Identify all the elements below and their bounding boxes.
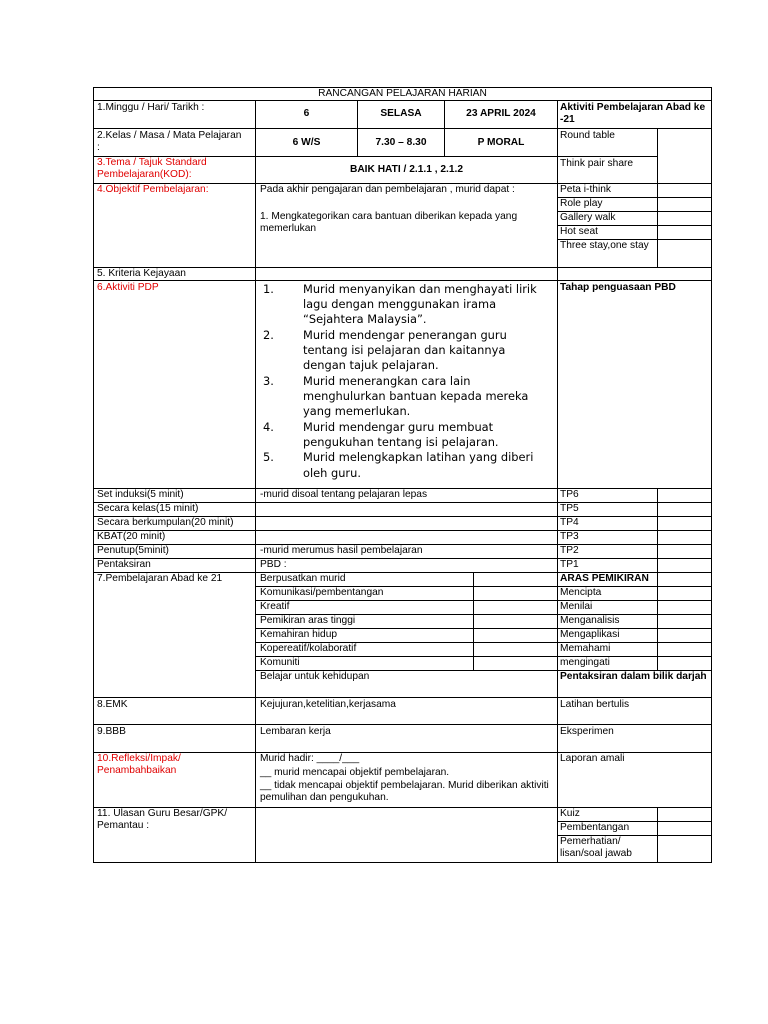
kriteria-label: 5. Kriteria Kejayaan	[97, 268, 186, 279]
table-border-right	[711, 87, 712, 863]
col-line	[657, 807, 658, 863]
col-line	[557, 100, 558, 863]
minggu-label: 1.Minggu / Hari/ Tarikh :	[97, 102, 205, 113]
col-line	[657, 572, 658, 670]
row-line	[93, 100, 712, 101]
pentaksiran-item: Eksperimen	[560, 726, 614, 737]
tema-value: BAIK HATI / 2.1.1 , 2.1.2	[349, 164, 464, 175]
objektif-label: 4.Objektif Pembelajaran:	[97, 184, 209, 195]
abad21-item: Role play	[560, 198, 603, 209]
objektif-intro: Pada akhir pengajaran dan pembelajaran , murid dapat :	[260, 184, 515, 195]
row-line	[93, 724, 712, 725]
list-item: 1. Murid menyanyikan dan menghayati lirik lagu dengan menggunakan irama “Sejahtera Malaysia”.	[263, 282, 537, 327]
refleksi-line: __ murid mencapai objektif pembelajaran.	[260, 767, 450, 778]
pembelajaran21-item: Kreatif	[260, 601, 290, 612]
kelas-label: 2.Kelas / Masa / Mata Pelajaran :	[97, 130, 242, 153]
tarikh-value: 23 APRIL 2024	[466, 108, 536, 119]
pentaksiran-item: Pemerhatian/ lisan/soal jawab	[560, 836, 632, 859]
pembelajaran21-label: 7.Pembelajaran Abad ke 21	[97, 573, 223, 584]
aras-item: Mencipta	[560, 587, 602, 598]
subjek-value: P MORAL	[477, 137, 525, 148]
tp-level: TP4	[560, 517, 579, 528]
aras-item: Menganalisis	[560, 615, 620, 626]
row-line	[93, 530, 712, 531]
ulasan-label: 11. Ulasan Guru Besar/GPK/ Pemantau :	[97, 808, 228, 831]
pembelajaran21-item: Belajar untuk kehidupan	[260, 671, 370, 682]
row-line	[93, 280, 712, 281]
aras-header: ARAS PEMIKIRAN	[560, 573, 649, 584]
pembelajaran21-item: Komunikasi/pembentangan	[260, 587, 384, 598]
langkah-label: Secara berkumpulan(20 minit)	[97, 517, 234, 528]
bbb-value: Lembaran kerja	[260, 726, 331, 737]
refleksi-label: 10.Refleksi/Impak/ Penambahbaikan	[97, 753, 181, 776]
tema-label: 3.Tema / Tajuk Standard Pembelajaran(KOD):	[97, 157, 207, 180]
aras-item: mengingati	[560, 657, 610, 668]
langkah-label: Set induksi(5 minit)	[97, 489, 184, 500]
refleksi-line: __ tidak mencapai objektif pembelajaran. Murid diberikan aktiviti pemulihan dan pengukuhan.	[260, 780, 549, 803]
abad21-header: Aktiviti Pembelajaran Abad ke -21	[560, 102, 706, 125]
abad21-item: Peta i-think	[560, 184, 611, 195]
row-line	[93, 558, 712, 559]
langkah-value: PBD :	[260, 559, 287, 570]
abad21-item: Three stay,one stay	[560, 240, 649, 251]
langkah-value: -murid disoal tentang pelajaran lepas	[260, 489, 428, 500]
pembelajaran21-item: Kemahiran hidup	[260, 629, 338, 640]
abad21-item: Think pair share	[560, 158, 634, 169]
langkah-label: KBAT(20 minit)	[97, 531, 166, 542]
pentaksiran-item: Pembentangan	[560, 822, 630, 833]
pembelajaran21-item: Komuniti	[260, 657, 300, 668]
langkah-label: Pentaksiran	[97, 559, 151, 570]
emk-value: Kejujuran,ketelitian,kerjasama	[260, 699, 396, 710]
row-line	[255, 656, 712, 657]
langkah-value: -murid merumus hasil pembelajaran	[260, 545, 423, 556]
tp-level: TP5	[560, 503, 579, 514]
row-line	[255, 600, 712, 601]
pentaksiran-item: Latihan bertulis	[560, 699, 630, 710]
pembelajaran21-item: Berpusatkan murid	[260, 573, 346, 584]
aktiviti-label: 6.Aktiviti PDP	[97, 282, 159, 293]
abad21-item: Hot seat	[560, 226, 598, 237]
pentaksiran-item: Laporan amali	[560, 753, 625, 764]
col-line	[657, 488, 658, 572]
pembelajaran21-item: Pemikiran aras tinggi	[260, 615, 356, 626]
row-line	[93, 128, 712, 129]
col-line	[255, 100, 256, 863]
tp-level: TP2	[560, 545, 579, 556]
pbd-header: Tahap penguasaan PBD	[560, 282, 676, 293]
tp-level: TP6	[560, 489, 579, 500]
abad21-item: Round table	[560, 130, 615, 141]
aras-item: Memahami	[560, 643, 611, 654]
objektif-item: 1. Mengkategorikan cara bantuan diberikan kepada yang memerlukan	[260, 211, 518, 234]
langkah-label: Penutup(5minit)	[97, 545, 169, 556]
bbb-label: 9.BBB	[97, 726, 126, 737]
langkah-label: Secara kelas(15 minit)	[97, 503, 199, 514]
refleksi-line: Murid hadir: ____/___	[260, 753, 360, 764]
kelas-value: 6 W/S	[292, 137, 321, 148]
hari-value: SELASA	[380, 108, 422, 119]
list-item: 2. Murid mendengar penerangan guru tentang isi pelajaran dan kaitannya dengan tajuk pelajaran.	[263, 327, 507, 373]
table-border-bottom	[93, 862, 712, 863]
tp-level: TP3	[560, 531, 579, 542]
tp-level: TP1	[560, 559, 579, 570]
col-line	[657, 128, 658, 267]
abad21-item: Gallery walk	[560, 212, 616, 223]
aktiviti-list	[263, 282, 546, 481]
aras-item: Menilai	[560, 601, 593, 612]
col-line	[473, 572, 474, 670]
table-border-left	[93, 87, 94, 863]
aras-item: Mengaplikasi	[560, 629, 620, 640]
lesson-plan-table	[93, 87, 712, 863]
page-title: RANCANGAN PELAJARAN HARIAN	[318, 88, 487, 99]
list-item: 3. Murid menerangkan cara lain menghulurkan bantuan kepada mereka yang memerlukan.	[263, 373, 529, 419]
list-item: 4. Murid mendengar guru membuat pengukuhan tentang isi pelajaran.	[263, 419, 499, 449]
row-line	[93, 697, 712, 698]
list-item: 5. Murid melengkapkan latihan yang diberi oleh guru.	[263, 450, 534, 480]
pentaksiran-bilik-header: Pentaksiran dalam bilik darjah	[560, 671, 707, 682]
pembelajaran21-item: Kopereatif/kolaboratif	[260, 643, 357, 654]
pentaksiran-item: Kuiz	[560, 808, 580, 819]
minggu-value: 6	[303, 108, 310, 119]
emk-label: 8.EMK	[97, 699, 128, 710]
masa-value: 7.30 – 8.30	[375, 137, 427, 148]
